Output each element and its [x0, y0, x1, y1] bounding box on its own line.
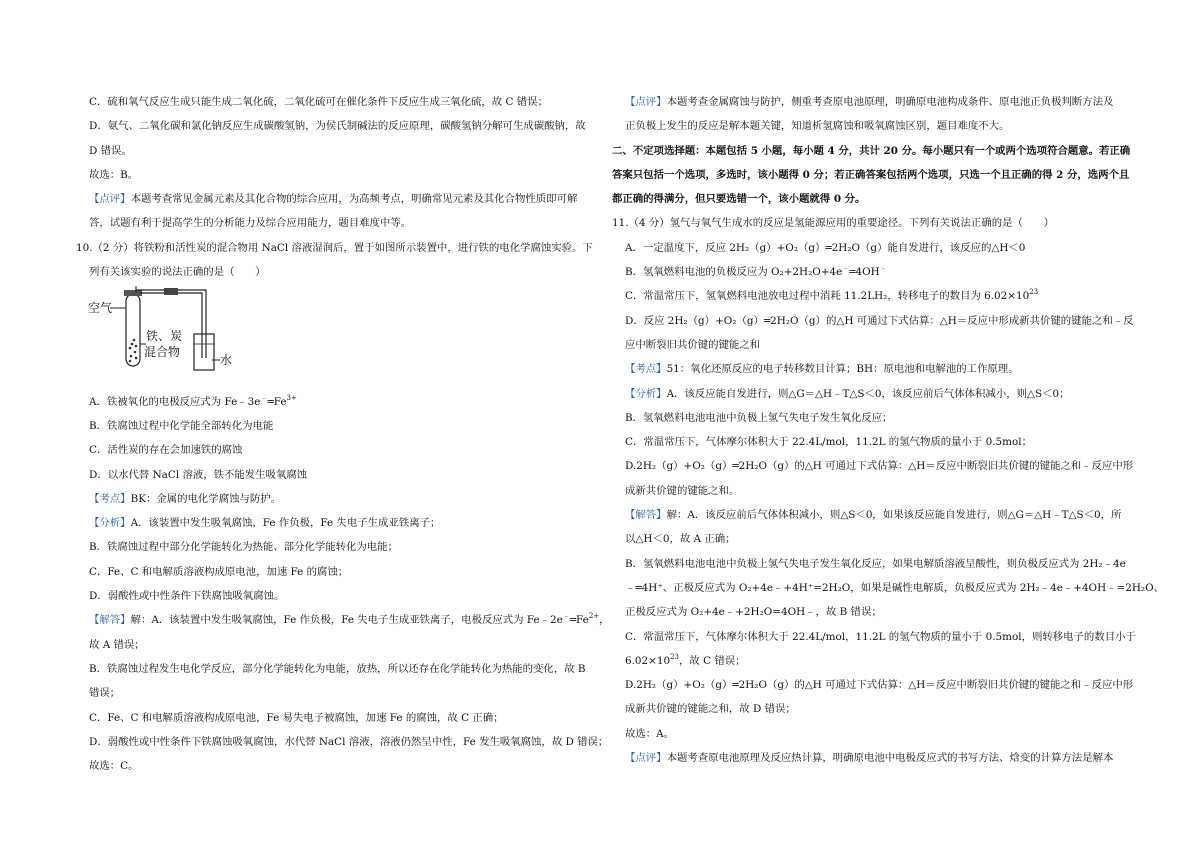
- q10-comment-line1: 【点评】本题考查金属腐蚀与防护，侧重考查原电池原理，明确原电池构成条件、原电池正负极判断方法及: [625, 96, 1114, 108]
- label-air: 空气: [88, 301, 113, 316]
- q11-answer: 故选：A。: [625, 727, 675, 740]
- q9-option-d-analysis-line1: D．氨气、二氧化碳和氯化钠反应生成碳酸氢钠，为侯氏制碱法的反应原理，碳酸氢钠分解可生成碳酸钠，故: [89, 120, 586, 133]
- q11-solution-a-line1: 【解答】解：A．该反应前后气体体积减小，则△S＜0，如果该反应能自发进行，则△G＝△H﹣T△S＜0，所: [625, 509, 1122, 522]
- q10-solution-a-line1: 【解答】解：A．该装置中发生吸氧腐蚀，Fe 作负极，Fe 失电子生成亚铁离子，电极反应式为 $Fe﹣2e^﹣═Fe^{2+}$，: [89, 612, 610, 627]
- q9-option-d-analysis-line2: D 错误。: [89, 144, 132, 157]
- q9-comment-line2: 答，试题有利于提高学生的分析能力及综合应用能力，题目难度中等。: [89, 217, 412, 230]
- section-heading-line3: 都正确的得满分，但只要选错一个，该小题就得 0 分。: [612, 193, 866, 206]
- q9-answer: 故选：B。: [89, 168, 139, 181]
- q11-analysis-b: B．氢氧燃料电池电池中负极上氢气失电子发生氧化反应；: [625, 411, 893, 424]
- q10-stem-line1: 10.（2 分）将铁粉和活性炭的混合物用 NaCl 溶液湿润后，置于如图所示装置中，进行铁的电化学腐蚀实验。下: [76, 241, 593, 254]
- q10-solution-d: D．弱酸性或中性条件下铁腐蚀吸氧腐蚀，水代替 NaCl 溶液，溶液仍然呈中性，Fe 发生吸氧腐蚀，故 D 错误；: [89, 735, 609, 748]
- label-mixture-line1: 铁、炭: [146, 329, 183, 344]
- q10-option-a: A．铁被氧化的电极反应式为 $Fe﹣3e^﹣═Fe^{3+}$: [89, 393, 297, 408]
- q11-analysis-c: C．常温常压下，气体摩尔体积大于 22.4L/mol，11.2L 的氢气物质的量小于 0.5mol；: [625, 436, 1032, 449]
- q11-solution-d-line2: 成新共价键的键能之和，故 D 错误；: [625, 703, 796, 716]
- q11-stem: 11.（4 分）氢气与氧气生成水的反应是氢能源应用的重要途径。下列有关说法正确的是（ ）: [612, 217, 1055, 230]
- q11-solution-a-line2: 以△H＜0，故 A 正确；: [625, 533, 736, 546]
- q10-solution-b-line1: B．铁腐蚀过程发生电化学反应，部分化学能转化为电能，放热，所以还存在化学能转化为热能的变化，故 B: [89, 662, 586, 675]
- q11-option-a: A．一定温度下，反应 2H₂（g）+O₂（g）═2H₂O（g）能自发进行，该反应的△H＜0: [625, 241, 1026, 254]
- q10-solution-a-line2: 故 A 错误；: [89, 638, 145, 651]
- q10-analysis-d: D．弱酸性或中性条件下铁腐蚀吸氧腐蚀。: [89, 590, 285, 603]
- q10-comment-line2: 正负极上发生的反应是解本题关键，知道析氢腐蚀和吸氧腐蚀区别，题目难度不大。: [625, 120, 1010, 133]
- label-mixture-line2: 混合物: [144, 345, 181, 360]
- q11-solution-c-line1: C．常温常压下，气体摩尔体积大于 22.4L/mol，11.2L 的氢气物质的量小于 0.5mol，则转移电子的数目小于: [625, 630, 1136, 643]
- q9-comment-line1: 【点评】本题考查常见金属元素及其化合物的综合应用，为高频考点，明确常见元素及其化合物性质即可解: [89, 193, 578, 206]
- q10-solution-b-line2: 错误；: [89, 687, 121, 700]
- q11-option-d-line2: 应中断裂旧共价键的键能之和: [625, 338, 761, 351]
- q11-solution-d-line1: D.2H₂（g）+O₂（g）═2H₂O（g）的△H 可通过下式估算：△H＝反应中断裂旧共价键的键能之和﹣反应中形: [625, 679, 1134, 692]
- q9-option-c-analysis: C．硫和氧气反应生成只能生成二氧化硫，二氧化硫可在催化条件下反应生成三氧化硫，故 C 错误；: [89, 96, 548, 108]
- q10-option-d: D．以水代替 NaCl 溶液，铁不能发生吸氧腐蚀: [89, 468, 308, 481]
- q11-analysis-a: 【分析】A．该反应能自发进行，则△G＝△H﹣T△S＜0，该反应前后气体体积减小，则△S＜0；: [625, 387, 1070, 400]
- q10-analysis-b: B．铁腐蚀过程中部分化学能转化为热能、部分化学能转化为电能；: [89, 541, 398, 554]
- q11-solution-c-line2: $6.02\times 10^{23}$，故 C 错误；: [625, 652, 746, 667]
- q11-solution-b-line1: B．氢氧燃料电池电池中负极上氢气失电子发生氧化反应，如果电解质溶液呈酸性，则负极反应式为 2H₂﹣4e: [625, 557, 1126, 570]
- section-heading-line2: 答案只包括一个选项，多选时，该小题得 0 分；若正确答案包括两个选项，只选一个且正确的得 2 分，选两个且: [612, 168, 1130, 181]
- q11-option-b: B．氢氧燃料电池的负极反应为 O₂+2H₂O+4e﹣═4OH﹣: [625, 264, 887, 279]
- q11-knowledge-point: 【考点】51：氧化还原反应的电子转移数目计算；BH：原电池和电解池的工作原理。: [625, 363, 1019, 376]
- q10-stem-line2: 列有关该实验的说法正确的是（ ）: [89, 266, 266, 279]
- left-column: [76, 90, 610, 778]
- q11-solution-b-line2: ﹣═4H⁺、正极反应式为 O₂+4e﹣+4H⁺=2H₂O，如果是碱性电解质，负极反应式为 2H₂﹣4e﹣+4OH﹣=2H₂O、: [625, 581, 1164, 594]
- q11-option-c: C．常温常压下，氢氧燃料电池放电过程中消耗 11.2LH₂，转移电子的数目为 $6.02\times 10^{23}$: [625, 288, 1039, 303]
- q10-analysis-a: 【分析】A．该装置中发生吸氧腐蚀，Fe 作负极，Fe 失电子生成亚铁离子；: [89, 517, 441, 530]
- q11-option-d-line1: D．反应 2H₂（g）+O₂（g）═2H₂O（g）的△H 可通过下式估算：△H＝反应中形成新共价键的键能之和﹣反: [625, 314, 1134, 327]
- right-column: [612, 90, 1164, 770]
- section-heading-line1: 二、不定项选择题：本题包括 5 小题，每小题 4 分，共计 20 分。每小题只有一个或两个选项符合题意。若正确: [612, 144, 1131, 157]
- q10-solution-c: C．Fe、C 和电解质溶液构成原电池，Fe 易失电子被腐蚀，加速 Fe 的腐蚀，故 C 正确；: [89, 711, 504, 724]
- q10-option-b: B．铁腐蚀过程中化学能全部转化为电能: [89, 419, 274, 432]
- q11-solution-b-line3: 正极反应式为 O₂+4e﹣+2H₂O=4OH﹣，故 B 错误；: [625, 606, 882, 619]
- q10-knowledge-point: 【考点】BK：金属的电化学腐蚀与防护。: [89, 492, 282, 505]
- q10-answer: 故选：C。: [89, 760, 139, 773]
- q11-analysis-d-line2: 成新共价键的键能之和。: [625, 484, 740, 497]
- comment-tag: 【点评】: [89, 193, 131, 206]
- corrosion-apparatus-diagram: [88, 288, 238, 376]
- q10-option-c: C．活性炭的存在会加速铁的腐蚀: [89, 444, 243, 457]
- q10-analysis-c: C．Fe、C 和电解质溶液构成原电池，加速 Fe 的腐蚀；: [89, 565, 349, 578]
- label-water: 水: [220, 353, 233, 368]
- q11-analysis-d-line1: D.2H₂（g）+O₂（g）═2H₂O（g）的△H 可通过下式估算：△H＝反应中断裂旧共价键的键能之和﹣反应中形: [625, 460, 1134, 473]
- q11-comment: 【点评】本题考查原电池原理及反应热计算，明确原电池中电极反应式的书写方法、焓变的计算方法是解本: [625, 752, 1114, 765]
